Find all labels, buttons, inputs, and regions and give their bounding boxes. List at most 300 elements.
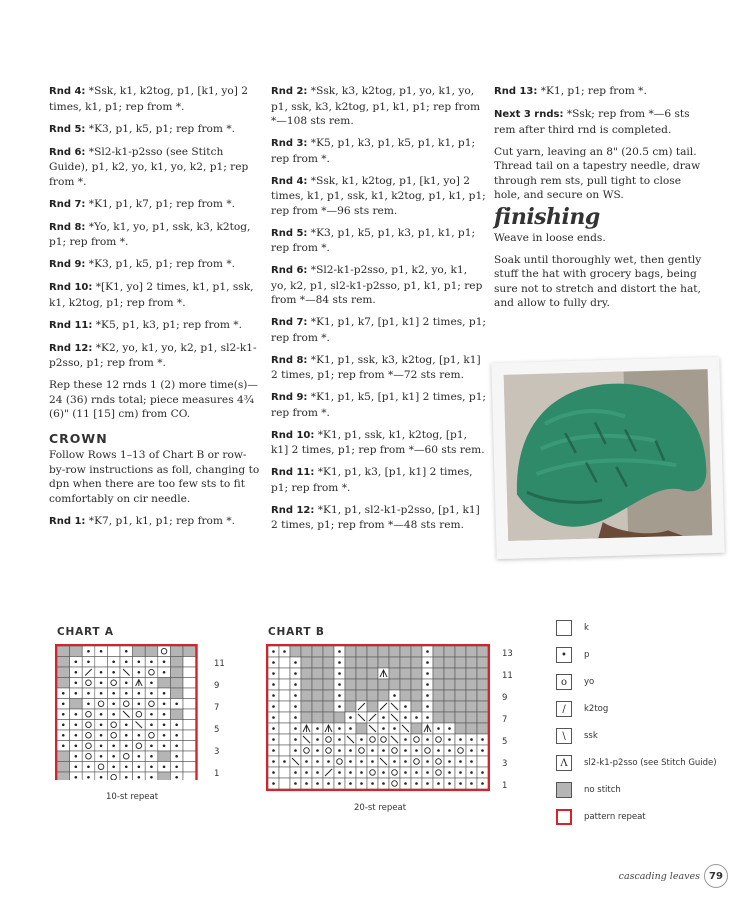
purl-symbol: [175, 744, 178, 747]
chart-cell: [323, 745, 334, 756]
chart-cell: [82, 678, 95, 689]
chart-cell: [301, 745, 312, 756]
chart-cell: [120, 699, 133, 710]
purl-symbol: [100, 681, 103, 684]
chart-cell: [455, 646, 466, 657]
round-instruction: Rnd 12: *K1, p1, sl2-k1-p2sso, [p1, k1] 2 times, p1; rep from *—48 sts rem.: [271, 503, 480, 531]
purl-symbol: [426, 771, 429, 774]
purl-symbol: [100, 671, 103, 674]
chart-cell: [433, 756, 444, 767]
chart-cell: [334, 756, 345, 767]
chart-cell: [133, 741, 146, 752]
row-number: 7: [214, 703, 220, 713]
chart-cell: [455, 690, 466, 701]
purl-symbol: [415, 771, 418, 774]
round-instruction: Rnd 7: *K1, p1, k7, p1; rep from *.: [49, 197, 236, 210]
chart-cell: [170, 709, 183, 720]
chart-cell: [356, 690, 367, 701]
chart-cell: [466, 701, 477, 712]
purl-symbol: [272, 738, 275, 741]
purl-symbol: [437, 749, 440, 752]
purl-symbol: [75, 713, 78, 716]
purl-symbol: [316, 738, 319, 741]
chart-cell: [323, 690, 334, 701]
purl-symbol: [294, 716, 297, 719]
purl-symbol: [338, 661, 341, 664]
chart-cell: [145, 646, 158, 657]
purl-symbol: [305, 771, 308, 774]
chart-cell: [433, 679, 444, 690]
chart-cell: [411, 701, 422, 712]
round-instruction: Rnd 10: *[K1, yo] 2 times, k1, p1, ssk, k1, k2tog, p1; rep from *.: [49, 281, 254, 309]
purl-symbol: [125, 723, 128, 726]
chart-cell: [82, 720, 95, 731]
chart-cell: [334, 712, 345, 723]
chart-cell: [455, 679, 466, 690]
purl-symbol: [437, 727, 440, 730]
purl-symbol: [360, 738, 363, 741]
chart-cell: [345, 679, 356, 690]
purl-symbol: [272, 661, 275, 664]
purl-symbol: [163, 713, 166, 716]
chart-cell: [158, 751, 171, 762]
chart-cell: [411, 679, 422, 690]
purl-symbol: [125, 776, 128, 779]
round-instruction: Rnd 9: *K1, p1, k5, [p1, k1] 2 times, p1; rep from *.: [271, 391, 487, 419]
finishing-heading: finishing: [494, 204, 600, 230]
round-instruction: Rnd 6: *Sl2-k1-p2sso (see Stitch Guide), p1, k2, yo, k1, yo, k2, p1; rep from *.: [49, 145, 249, 188]
cut-yarn-text: Cut yarn, leaving an 8" (20.5 cm) tail. Thread tail on a tapestry needle, draw through rem sts, pull tight to close hole, and secure on WS.: [494, 145, 701, 201]
chart-cell: [367, 690, 378, 701]
round-instruction: Rnd 2: *Ssk, k3, k2tog, p1, yo, k1, yo, p1, ssk, k3, k2tog, p1, k1, p1; rep from *—108 sts rem.: [271, 85, 480, 127]
purl-symbol: [87, 702, 90, 705]
chart-cell: [345, 701, 356, 712]
chart-cell: [455, 712, 466, 723]
purl-symbol: [382, 749, 385, 752]
chart-cell: [378, 690, 389, 701]
purl-symbol: [338, 727, 341, 730]
column-middle: [271, 84, 486, 540]
chart-cell: [345, 668, 356, 679]
purl-symbol: [316, 749, 319, 752]
chart-cell: [312, 657, 323, 668]
hat-photo-image: [504, 369, 713, 541]
purl-symbol: [327, 782, 330, 785]
purl-symbol: [294, 683, 297, 686]
chart-cell: [57, 751, 70, 762]
purl-symbol: [426, 694, 429, 697]
round-instruction: Rnd 11: *K5, p1, k3, p1; rep from *.: [49, 318, 242, 331]
chart-cell: [312, 646, 323, 657]
chart-cell: [466, 712, 477, 723]
purl-symbol: [138, 660, 141, 663]
row-number: 1: [502, 781, 508, 791]
round-instruction: Rnd 8: *K1, p1, ssk, k3, k2tog, [p1, k1] 2 times, p1; rep from *—72 sts rem.: [271, 353, 481, 381]
purl-symbol: [349, 782, 352, 785]
chart-a-title: CHART A: [57, 626, 114, 638]
row-number: 9: [502, 693, 508, 703]
chart-cell: [279, 701, 290, 712]
purl-symbol: [163, 660, 166, 663]
purl-symbol: [294, 738, 297, 741]
purl-symbol: [448, 771, 451, 774]
legend-symbol: •: [556, 647, 572, 663]
purl-symbol: [163, 765, 166, 768]
purl-symbol: [138, 692, 141, 695]
purl-symbol: [338, 749, 341, 752]
purl-symbol: [448, 749, 451, 752]
purl-symbol: [294, 771, 297, 774]
purl-symbol: [150, 776, 153, 779]
purl-symbol: [100, 650, 103, 653]
chart-cell: [170, 688, 183, 699]
purl-symbol: [316, 782, 319, 785]
purl-symbol: [404, 749, 407, 752]
chart-cell: [183, 720, 196, 731]
chart-cell: [378, 657, 389, 668]
purl-symbol: [426, 760, 429, 763]
purl-symbol: [100, 692, 103, 695]
purl-symbol: [163, 671, 166, 674]
chart-cell: [95, 657, 108, 668]
row-number: 7: [502, 715, 508, 725]
purl-symbol: [272, 705, 275, 708]
chart-cell: [389, 745, 400, 756]
purl-symbol: [112, 660, 115, 663]
chart-cell: [455, 668, 466, 679]
chart-cell: [477, 712, 488, 723]
chart-cell: [312, 668, 323, 679]
chart-cell: [411, 723, 422, 734]
chart-b-repeat-label: 20-st repeat: [354, 803, 407, 813]
purl-symbol: [125, 692, 128, 695]
chart-cell: [82, 709, 95, 720]
chart-cell: [57, 657, 70, 668]
chart-cell: [323, 668, 334, 679]
purl-symbol: [163, 723, 166, 726]
chart-a-grid: [55, 644, 203, 780]
purl-symbol: [305, 782, 308, 785]
chart-cell: [422, 745, 433, 756]
chart-cell: [133, 709, 146, 720]
round-instruction: Rnd 9: *K3, p1, k5, p1; rep from *.: [49, 258, 236, 270]
hat-illustration: [504, 369, 713, 541]
chart-cell: [57, 646, 70, 657]
chart-cell: [82, 730, 95, 741]
chart-cell: [158, 646, 171, 657]
chart-cell: [107, 772, 120, 780]
purl-symbol: [75, 692, 78, 695]
legend-label: k2tog: [584, 704, 609, 714]
purl-symbol: [426, 738, 429, 741]
chart-cell: [477, 668, 488, 679]
purl-symbol: [125, 660, 128, 663]
purl-symbol: [62, 713, 65, 716]
purl-symbol: [382, 716, 385, 719]
purl-symbol: [338, 683, 341, 686]
purl-symbol: [404, 716, 407, 719]
purl-symbol: [112, 744, 115, 747]
chart-cell: [107, 646, 120, 657]
chart-cell: [301, 646, 312, 657]
chart-cell: [433, 657, 444, 668]
chart-cell: [389, 657, 400, 668]
purl-symbol: [305, 760, 308, 763]
legend-symbol: [556, 782, 572, 798]
round-instruction: Rnd 6: *Sl2-k1-p2sso, p1, k2, yo, k1, yo, k2, p1, sl2-k1-p2sso, p1, k1, p1; rep from *—84 sts rem.: [271, 264, 483, 306]
chart-cell: [70, 699, 83, 710]
purl-symbol: [371, 760, 374, 763]
purl-symbol: [75, 681, 78, 684]
chart-cell: [183, 751, 196, 762]
purl-symbol: [150, 744, 153, 747]
legend-label: k: [584, 623, 589, 633]
purl-symbol: [481, 738, 484, 741]
purl-symbol: [294, 749, 297, 752]
purl-symbol: [150, 681, 153, 684]
chart-cell: [82, 751, 95, 762]
round-instruction: Rnd 4: *Ssk, k1, k2tog, p1, [k1, yo] 2 times, k1, p1; rep from *.: [49, 85, 249, 113]
legend-label: pattern repeat: [584, 812, 646, 822]
column-left: [49, 84, 262, 537]
finishing-text-1: Weave in loose ends.: [494, 231, 606, 244]
chart-cell: [400, 668, 411, 679]
chart-cell: [57, 678, 70, 689]
purl-symbol: [294, 672, 297, 675]
chart-cell: [444, 679, 455, 690]
chart-cell: [367, 767, 378, 778]
purl-symbol: [100, 776, 103, 779]
purl-symbol: [470, 738, 473, 741]
chart-cell: [367, 701, 378, 712]
purl-symbol: [448, 727, 451, 730]
round-list: [494, 84, 706, 137]
chart-cell: [433, 690, 444, 701]
row-number: 1: [214, 769, 220, 779]
purl-symbol: [272, 683, 275, 686]
purl-symbol: [349, 727, 352, 730]
chart-cell: [158, 678, 171, 689]
chart-cell: [279, 712, 290, 723]
chart-cell: [378, 679, 389, 690]
purl-symbol: [163, 744, 166, 747]
purl-symbol: [138, 734, 141, 737]
chart-cell: [290, 646, 301, 657]
purl-symbol: [294, 661, 297, 664]
purl-symbol: [112, 713, 115, 716]
chart-cell: [279, 745, 290, 756]
purl-symbol: [470, 782, 473, 785]
purl-symbol: [87, 650, 90, 653]
purl-symbol: [272, 672, 275, 675]
row-number: 3: [502, 759, 508, 769]
chart-cell: [279, 723, 290, 734]
chart-cell: [378, 734, 389, 745]
chart-cell: [466, 690, 477, 701]
purl-symbol: [349, 749, 352, 752]
purl-symbol: [75, 755, 78, 758]
purl-symbol: [426, 661, 429, 664]
repeat-instructions: Rep these 12 rnds 1 (2) more time(s)—24 (36) rnds total; piece measures 4¾ (6)" (11 [15] cm) from CO.: [49, 379, 258, 420]
purl-symbol: [382, 771, 385, 774]
chart-cell: [170, 657, 183, 668]
legend-label: no stitch: [584, 785, 621, 795]
crown-text: Follow Rows 1–13 of Chart B or row-by-row instructions as foll, changing to dpn when there are too few sts to fit comfortably on cir needle.: [49, 449, 260, 505]
chart-cell: [183, 646, 196, 657]
purl-symbol: [87, 660, 90, 663]
purl-symbol: [338, 672, 341, 675]
purl-symbol: [360, 771, 363, 774]
purl-symbol: [75, 660, 78, 663]
round-instruction: Rnd 3: *K5, p1, k3, p1, k5, p1, k1, p1; rep from *.: [271, 137, 476, 165]
row-number: 11: [502, 671, 513, 681]
purl-symbol: [283, 650, 286, 653]
chart-cell: [477, 690, 488, 701]
purl-symbol: [481, 749, 484, 752]
chart-cell: [466, 668, 477, 679]
chart-cell: [389, 767, 400, 778]
chart-cell: [477, 646, 488, 657]
purl-symbol: [100, 744, 103, 747]
round-list: [49, 84, 262, 371]
purl-symbol: [437, 782, 440, 785]
purl-symbol: [426, 705, 429, 708]
chart-cell: [389, 679, 400, 690]
chart-cell: [444, 668, 455, 679]
purl-symbol: [138, 776, 141, 779]
purl-symbol: [175, 702, 178, 705]
chart-cell: [301, 657, 312, 668]
purl-symbol: [175, 734, 178, 737]
purl-symbol: [75, 723, 78, 726]
purl-symbol: [338, 782, 341, 785]
chart-cell: [312, 701, 323, 712]
purl-symbol: [138, 702, 141, 705]
round-instruction: Rnd 1: *K7, p1, k1, p1; rep from *.: [49, 514, 236, 527]
purl-symbol: [175, 723, 178, 726]
finishing-text-2: Soak until thoroughly wet, then gently stuff the hat with grocery bags, being sure not to stretch and distort the hat, and allow to fully dry.: [494, 253, 702, 309]
purl-symbol: [75, 734, 78, 737]
round-instruction: Rnd 5: *K3, p1, k5, p1; rep from *.: [49, 122, 236, 135]
chart-cell: [367, 734, 378, 745]
purl-symbol: [112, 765, 115, 768]
round-list: [271, 84, 486, 533]
chart-cell: [367, 679, 378, 690]
chart-cell: [170, 678, 183, 689]
purl-symbol: [338, 738, 341, 741]
purl-symbol: [294, 705, 297, 708]
purl-symbol: [459, 771, 462, 774]
purl-symbol: [138, 671, 141, 674]
chart-cell: [433, 712, 444, 723]
chart-cell: [57, 762, 70, 773]
purl-symbol: [75, 776, 78, 779]
chart-cell: [312, 690, 323, 701]
purl-symbol: [349, 771, 352, 774]
purl-symbol: [459, 738, 462, 741]
chart-cell: [477, 679, 488, 690]
purl-symbol: [163, 734, 166, 737]
chart-cell: [183, 688, 196, 699]
chart-cell: [183, 762, 196, 773]
chart-cell: [356, 668, 367, 679]
purl-symbol: [404, 760, 407, 763]
purl-symbol: [138, 765, 141, 768]
legend-symbol: o: [556, 674, 572, 690]
chart-cell: [279, 657, 290, 668]
chart-cell: [145, 667, 158, 678]
purl-symbol: [470, 749, 473, 752]
purl-symbol: [338, 650, 341, 653]
purl-symbol: [150, 755, 153, 758]
chart-cell: [70, 646, 83, 657]
purl-symbol: [100, 723, 103, 726]
purl-symbol: [87, 776, 90, 779]
chart-cell: [301, 668, 312, 679]
purl-symbol: [272, 716, 275, 719]
legend-symbol: /: [556, 701, 572, 717]
purl-symbol: [75, 765, 78, 768]
chart-cell: [82, 741, 95, 752]
purl-symbol: [316, 760, 319, 763]
purl-symbol: [382, 727, 385, 730]
purl-symbol: [426, 672, 429, 675]
purl-symbol: [316, 771, 319, 774]
round-instruction: Rnd 7: *K1, p1, k7, [p1, k1] 2 times, p1; rep from *.: [271, 316, 487, 344]
purl-symbol: [125, 765, 128, 768]
purl-symbol: [459, 782, 462, 785]
chart-cell: [400, 646, 411, 657]
purl-symbol: [426, 683, 429, 686]
purl-symbol: [62, 692, 65, 695]
chart-cell: [57, 772, 70, 780]
legend-label: yo: [584, 677, 595, 687]
chart-cell: [444, 657, 455, 668]
chart-cell: [477, 701, 488, 712]
legend-label: sl2-k1-p2sso (see Stitch Guide): [584, 758, 717, 768]
purl-symbol: [100, 734, 103, 737]
chart-cell: [411, 690, 422, 701]
chart-cell: [183, 772, 196, 780]
chart-cell: [433, 646, 444, 657]
purl-symbol: [448, 760, 451, 763]
round-instruction: Rnd 8: *Yo, k1, yo, p1, ssk, k3, k2tog, p1; rep from *.: [49, 220, 251, 248]
chart-cell: [183, 657, 196, 668]
chart-cell: [455, 723, 466, 734]
chart-cell: [158, 772, 171, 780]
purl-symbol: [382, 782, 385, 785]
chart-cell: [444, 712, 455, 723]
chart-cell: [433, 701, 444, 712]
page-number: 79: [704, 864, 728, 888]
chart-cell: [411, 734, 422, 745]
chart-cell: [367, 646, 378, 657]
purl-symbol: [371, 749, 374, 752]
purl-symbol: [470, 771, 473, 774]
chart-cell: [345, 646, 356, 657]
chart-b-grid: [266, 644, 490, 792]
legend-symbol: [556, 620, 572, 636]
chart-cell: [323, 657, 334, 668]
chart-cell: [356, 745, 367, 756]
purl-symbol: [338, 771, 341, 774]
purl-symbol: [459, 760, 462, 763]
chart-cell: [133, 646, 146, 657]
purl-symbol: [150, 765, 153, 768]
purl-symbol: [150, 692, 153, 695]
chart-cell: [400, 690, 411, 701]
purl-symbol: [112, 671, 115, 674]
